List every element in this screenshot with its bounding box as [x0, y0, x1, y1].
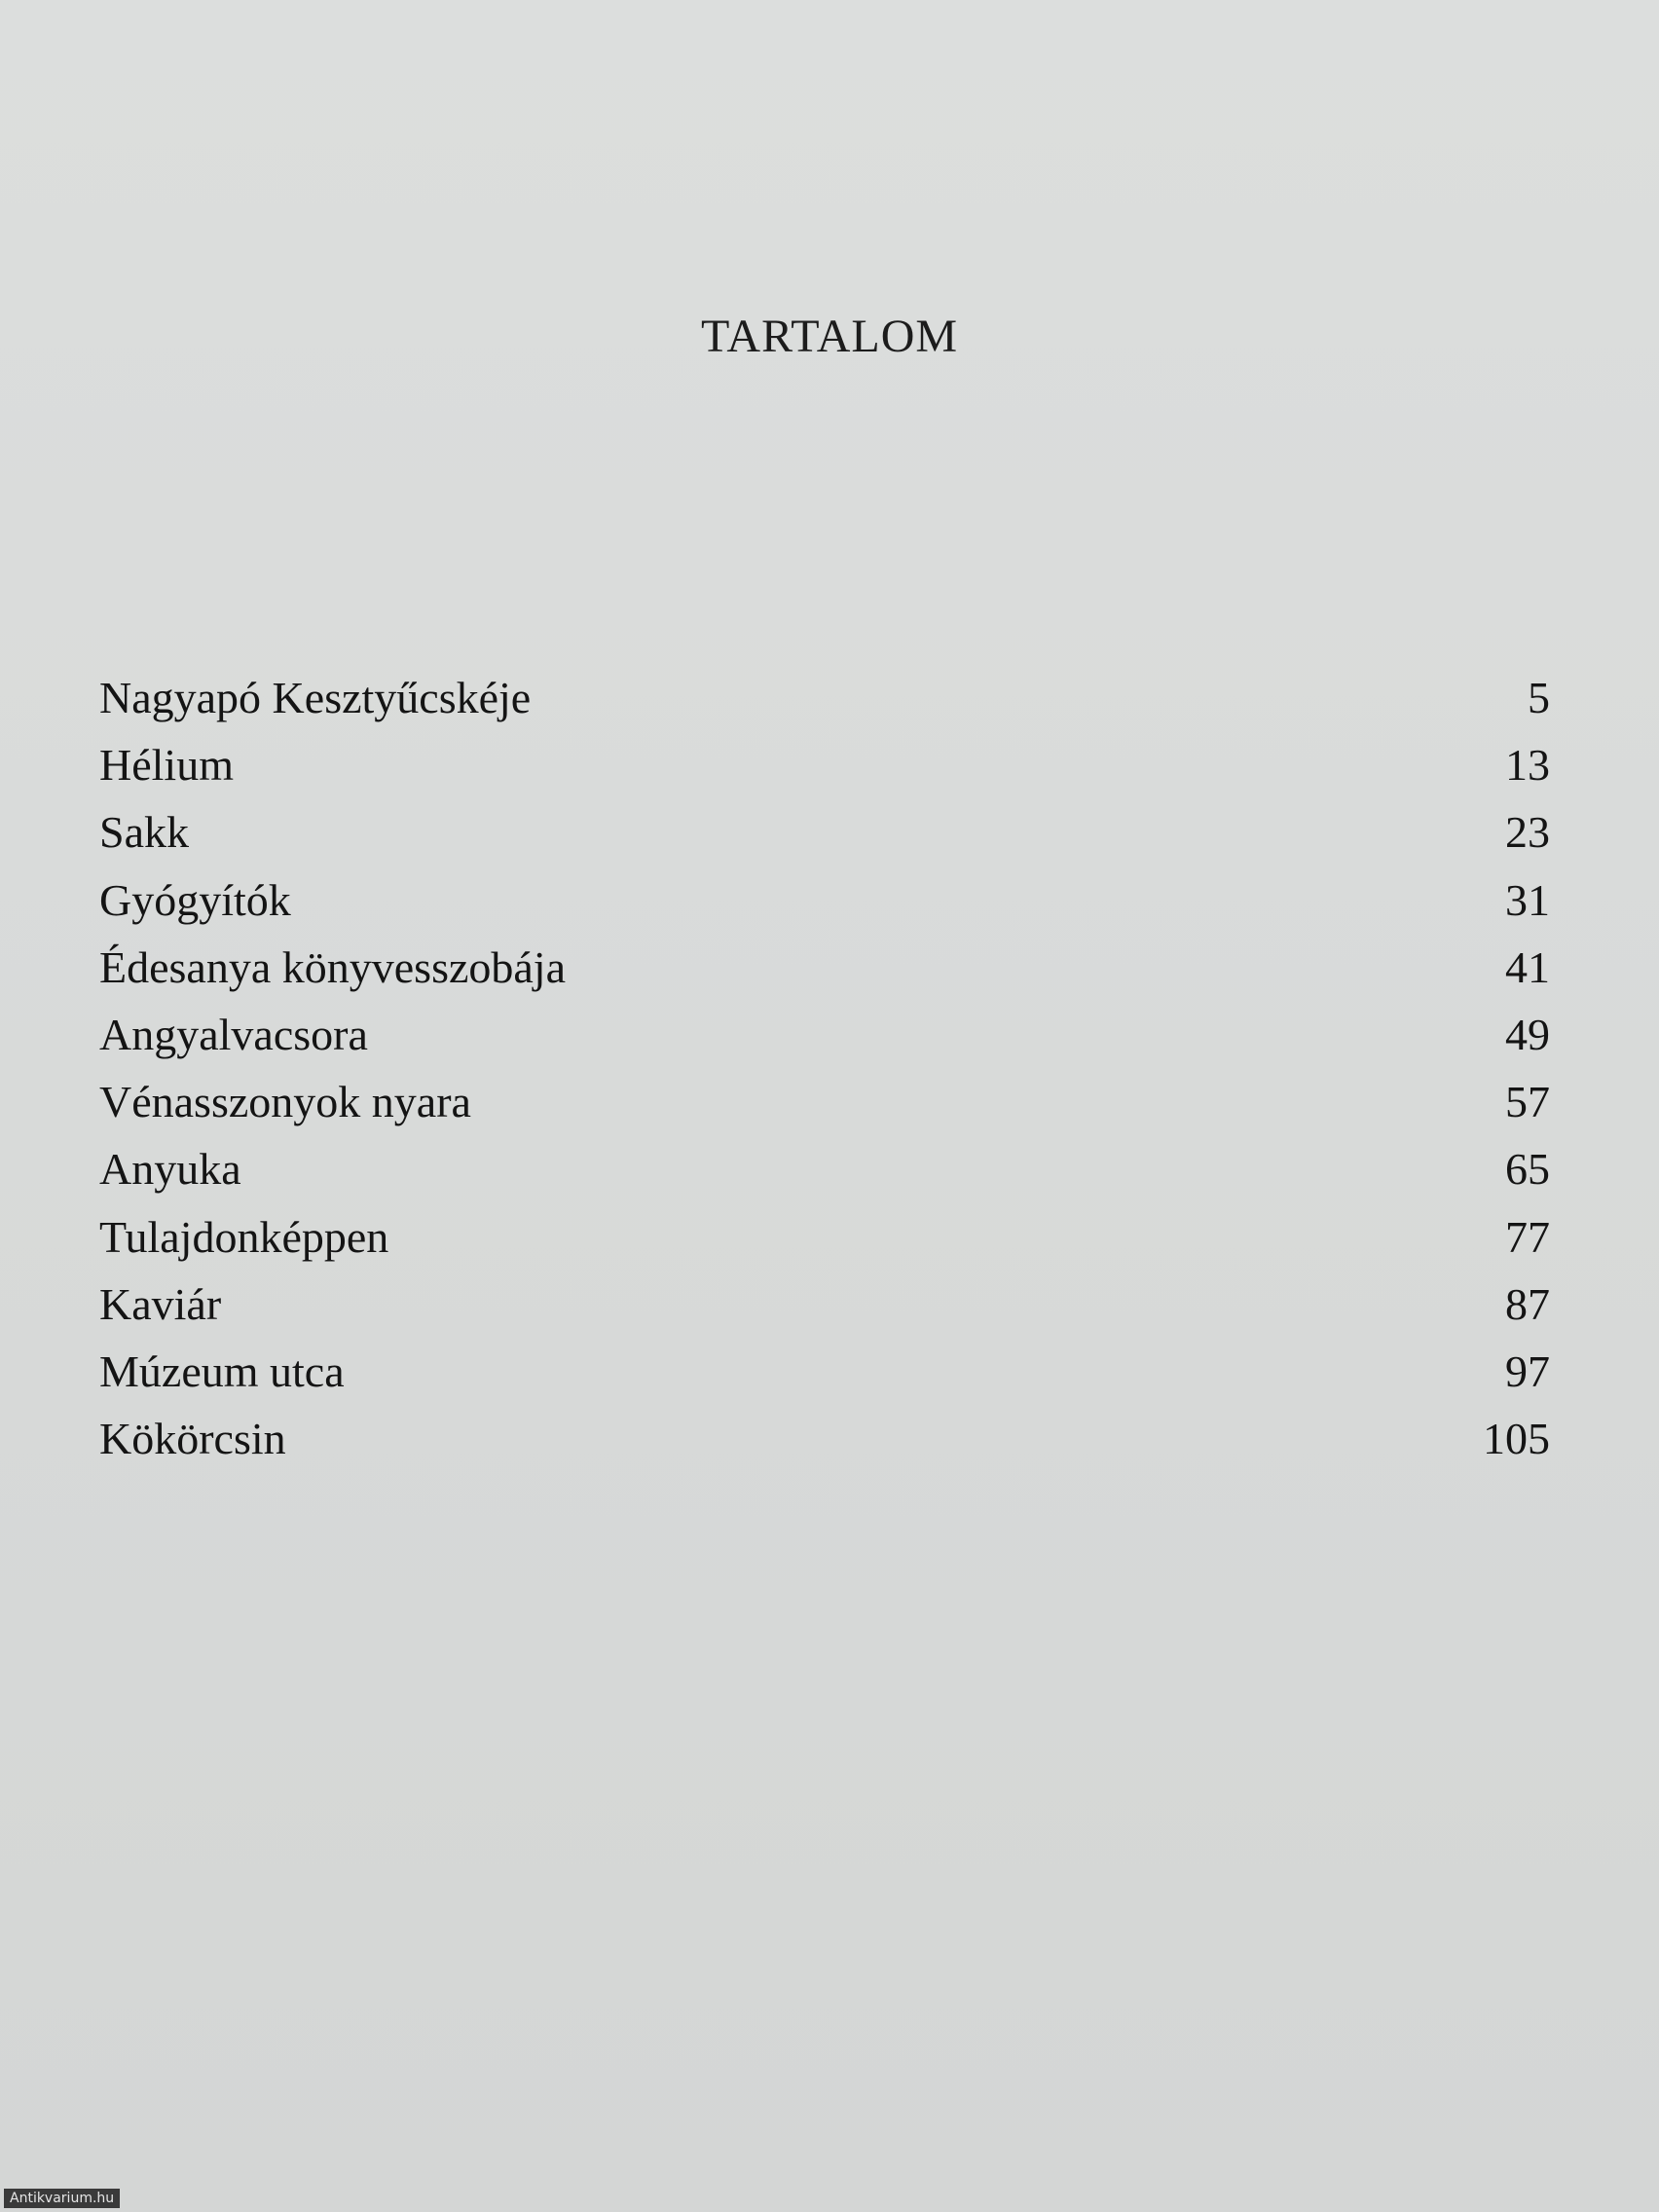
toc-entry-title: Sakk — [99, 807, 189, 858]
toc-entry-title: Angyalvacsora — [99, 1009, 368, 1059]
toc-entry-title: Vénasszonyok nyara — [99, 1077, 471, 1127]
page-title: TARTALOM — [700, 311, 959, 362]
toc-entry-page: 87 — [1505, 1278, 1550, 1329]
toc-row — [99, 874, 1550, 941]
toc-row — [99, 1278, 1550, 1346]
toc-entry-page: 57 — [1505, 1077, 1550, 1127]
toc-row — [99, 739, 1550, 806]
table-of-contents — [99, 672, 1550, 1480]
toc-row — [99, 1143, 1550, 1210]
toc-entry-page: 13 — [1505, 740, 1550, 791]
toc-entry-title: Múzeum utca — [99, 1346, 345, 1396]
toc-entry-title: Tulajdonképpen — [99, 1211, 389, 1262]
toc-entry-page: 5 — [1528, 673, 1550, 722]
toc-entry-page: 31 — [1505, 874, 1550, 925]
toc-row — [99, 806, 1550, 873]
toc-row — [99, 1346, 1550, 1413]
toc-entry-page: 97 — [1505, 1346, 1550, 1396]
toc-row — [99, 1413, 1550, 1480]
toc-row — [99, 1009, 1550, 1076]
toc-entry-title: Édesanya könyvesszobája — [99, 941, 567, 992]
toc-entry-title: Anyuka — [99, 1144, 241, 1195]
toc-entry-page: 105 — [1483, 1414, 1550, 1464]
toc-entry-title: Kökörcsin — [99, 1414, 286, 1464]
toc-entry-title: Gyógyítók — [99, 874, 291, 925]
toc-entry-page: 65 — [1505, 1144, 1550, 1195]
toc-row — [99, 1211, 1550, 1278]
toc-entry-title: Nagyapó Kesztyűcskéje — [99, 673, 532, 722]
toc-entry-title: Hélium — [99, 740, 234, 791]
toc-entry-page: 41 — [1505, 941, 1550, 992]
toc-entry-title: Kaviár — [99, 1278, 222, 1329]
toc-row — [99, 941, 1550, 1009]
watermark: Antikvarium.hu — [4, 2189, 120, 2208]
toc-entry-page: 77 — [1505, 1211, 1550, 1262]
toc-entry-page: 49 — [1505, 1009, 1550, 1059]
toc-row — [99, 1076, 1550, 1143]
toc-row — [99, 672, 1550, 739]
toc-entry-page: 23 — [1505, 807, 1550, 858]
